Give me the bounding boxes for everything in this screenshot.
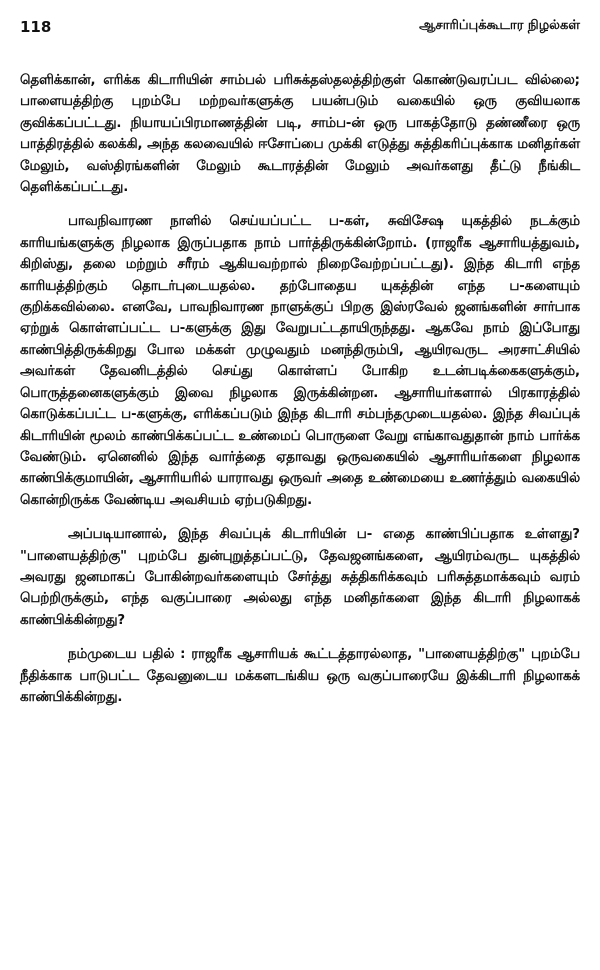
running-head-title: ஆசாரிப்புக்கூடார நிழல்கள் [419,18,580,33]
page-number: 118 [20,18,52,36]
paragraph-4: நம்முடைய பதில் : ராஜரீக ஆசாரியக் கூட்டத்தாரல்லாத, "பாளையத்திற்கு" புறம்பே நீதிக்காக பாடுபட்ட தேவனுடைய மக்களடங்கிய ஒரு வகுப்பாரையே இக்கிடாரி நிழலாகக் காண்பிக்கின்றது. [20,647,580,705]
paragraph-3: அப்படியானால், இந்த சிவப்புக் கிடாரியின் ப- எதை காண்பிப்பதாக உள்ளது? "பாளையத்திற்கு" புறம்பே துன்புறுத்தப்பட்டு, தேவஜனங்களை, ஆயிரம்வருட யுகத்தில் அவரது ஜனமாகப் போகின்றவர்களையும் சேர்த்து சுத்திகரிக்கவும் பரிசுத்தமாக்கவும் வரம் பெற்றிருக்கும், எந்த வகுப்பாரை அல்லது எந்த மனிதர்களை இந்த கிடாரி நிழலாகக் காண்பிக்கின்றது? [20,527,580,628]
paragraph-2: பாவநிவாரண நாளில் செய்யப்பட்ட ப-கள், சுவிசேஷ யுகத்தில் நடக்கும் காரியங்களுக்கு நிழலாக இருப்பதாக நாம் பார்த்திருக்கின்றோம். (ராஜரீக ஆசாரியத்துவம், கிறிஸ்து, தலை மற்றும் சரீரம் ஆகியவற்றால் நிறைவேற்றப்பட்டது). இந்த கிடாரி எந்த காரியத்திற்கும் தொடர்புடையதல்ல. தற்போதைய யுகத்தின் எந்த ப-களையும் குறிக்கவில்லை. எனவே, பாவநிவாரண நாளுக்குப் பிறகு இஸ்ரவேல் ஜனங்களின் சார்பாக ஏற்றுக் கொள்ளப்பட்ட ப-களுக்கு இது வேறுபட்டதாயிருந்தது. ஆகவே நாம் இப்போது காண்பித்திருக்கிறது போல மக்கள் முழுவதும் மனந்திரும்பி, ஆயிரவருட அரசாட்சியில் அவர்கள் தேவனிடத்தில் செய்து கொள்ளப் போகிற உடன்படிக்கைகளுக்கும், பொருத்தனைகளுக்கும் இவை நிழலாக இருக்கின்றன. ஆசாரியர்களால் பிரகாரத்தில் கொடுக்கப்பட்ட ப-களுக்கு, எரிக்கப்படும் இந்த கிடாரி சம்பந்தமுடையதல்ல. இந்த சிவப்புக் கிடாரியின் மூலம் காண்பிக்கப்பட்ட உண்மைப் பொருளை வேறு எங்காவதுதான் நாம் பார்க்க வேண்டும். ஏனெனில் இந்த வார்த்தை ஏதாவது ஒருவகையில் ஆசாரியர்களை நிழலாக காண்பிக்குமாயின், ஆசாரியரில் யாராவது ஒருவர் அதை உண்மையை உணர்த்தும் வகையில் கொன்றிருக்க வேண்டிய அவசியம் ஏற்படுகிறது. [20,214,580,508]
page-header [20,18,580,42]
paragraph-1: தெளிக்கான், எரிக்க கிடாரியின் சாம்பல் பரிசுக்தஸ்தலத்திற்குள் கொண்டுவரப்பட வில்லை; பாளையத்திற்கு புறம்பே மற்றவர்களுக்கு பயன்படும் வகையில் ஒரு குவியலாக குவிக்கப்பட்டது. நியாயப்பிரமாணத்தின் படி, சாம்ப-ன் ஒரு பாகத்தோடு தண்ணீரை ஒரு பாத்திரத்தில் கலக்கி, அந்த கலவையில் ஈசோப்பை முக்கி எடுத்து சுத்திகரிப்புக்காக மனிதர்கள் மேலும், வஸ்திரங்களின் மேலும் கூடாரத்தின் மேலும் அவர்களது தீட்டு நீங்கிட தெளிக்கப்பட்டது. [20,73,580,196]
page-body [20,70,580,721]
